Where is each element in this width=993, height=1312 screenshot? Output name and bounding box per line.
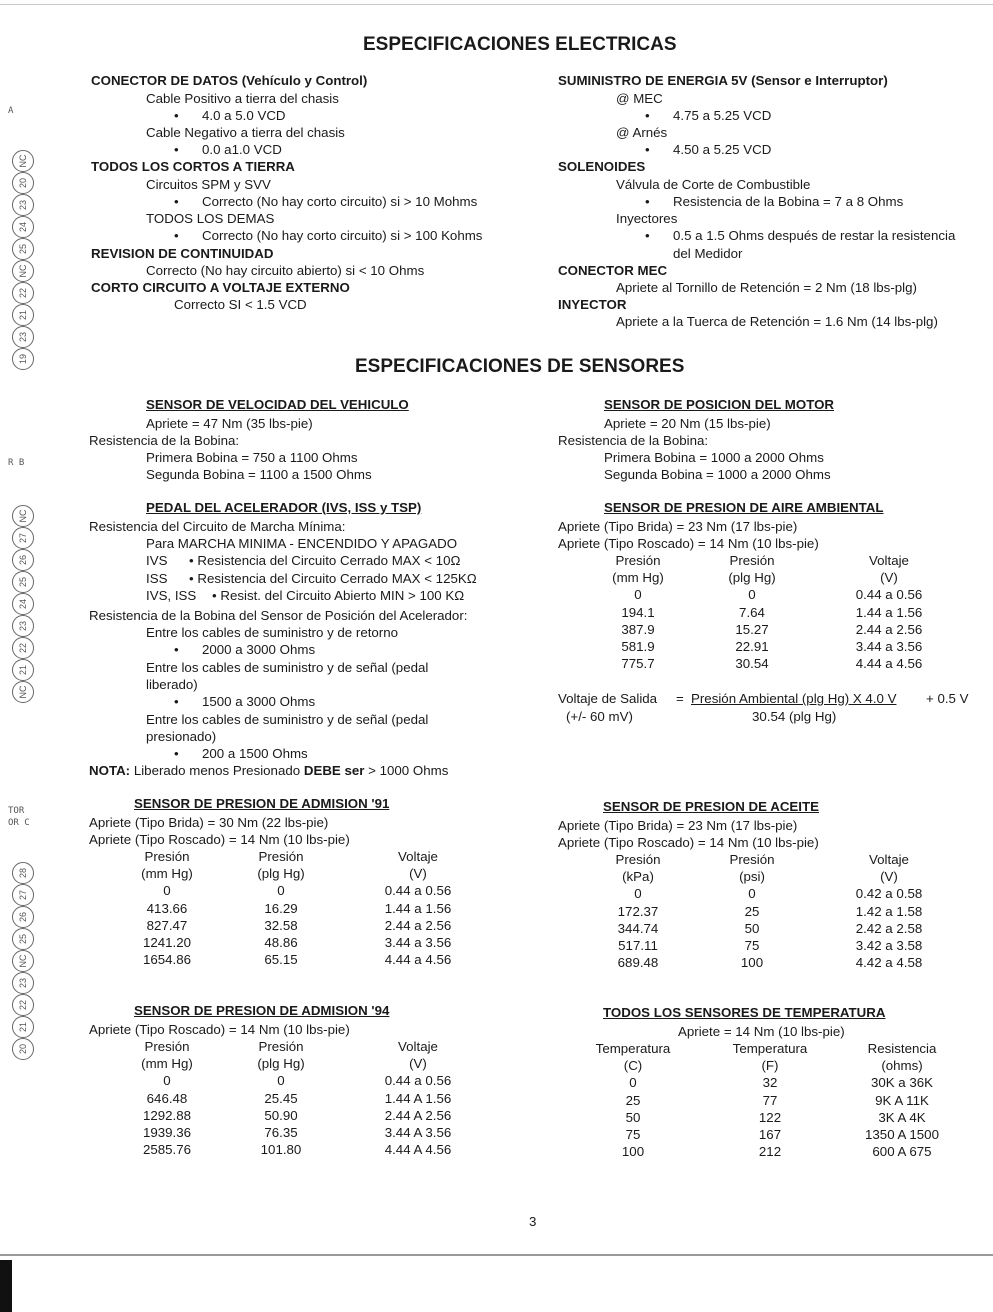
table-row	[558, 1092, 958, 1109]
table-row	[89, 1090, 489, 1107]
spec-value: Apriete a la Tuerca de Retención = 1.6 Nm (14 lbs-plg)	[616, 314, 938, 329]
note-label: NOTA:	[89, 763, 131, 778]
table-cell: 0.44 a 0.56	[384, 883, 452, 899]
connector-pin-label: NC	[12, 150, 34, 172]
spec-value: • 4.75 a 5.25 VCD	[645, 107, 771, 124]
table-cell: 9K A 11K	[875, 1092, 929, 1108]
table-row	[89, 900, 489, 917]
margin-fragment: A	[8, 106, 14, 116]
margin-fragment: TOR	[8, 806, 25, 816]
spec-value: Correcto SI < 1.5 VCD	[174, 297, 307, 312]
spec-label: Válvula de Corte de Combustible	[616, 177, 811, 192]
table-cell: 16.29	[264, 900, 298, 916]
table-cell: 3K A 4K	[878, 1109, 926, 1125]
sensor-title: SENSOR DE POSICION DEL MOTOR	[604, 397, 835, 412]
spec-label: Para MARCHA MINIMA - ENCENDIDO Y APAGADO	[146, 536, 458, 551]
table-row	[558, 655, 958, 672]
table-cell: Presión	[258, 1039, 304, 1054]
table-cell: Presión	[729, 852, 775, 867]
margin-fragment: R B	[8, 458, 25, 468]
table-cell: Temperatura	[595, 1041, 671, 1056]
spec-value: Segunda Bobina = 1100 a 1500 Ohms	[146, 467, 372, 482]
table-row	[558, 885, 958, 902]
spec-value: Apriete (Tipo Roscado) = 14 Nm (10 lbs-pie)	[558, 835, 819, 850]
section-title-sensores: ESPECIFICACIONES DE SENSORES	[355, 356, 685, 377]
formula-denominator: 30.54 (plg Hg)	[752, 709, 837, 724]
spec-label: Entre los cables de suministro y de retorno	[146, 625, 399, 640]
table-cell: 100	[621, 1144, 645, 1160]
connector-pin-label: 22	[12, 637, 34, 659]
heading-conector-datos: CONECTOR DE DATOS (Vehículo y Control)	[91, 73, 368, 88]
table-row	[89, 934, 489, 951]
spec-value: Apriete = 20 Nm (15 lbs-pie)	[604, 416, 771, 431]
table-cell: Voltaje	[398, 849, 438, 864]
table-cell: 0	[748, 886, 756, 902]
formula-tolerance: (+/- 60 mV)	[566, 709, 633, 724]
connector-pin-label: 28	[12, 862, 34, 884]
spec-value: • 0.0 a1.0 VCD	[174, 141, 282, 158]
heading-cortos-tierra: TODOS LOS CORTOS A TIERRA	[91, 159, 295, 174]
spec-value: • 0.5 a 1.5 Ohms después de restar la resistencia	[645, 227, 955, 244]
table-cell: 1241.20	[142, 934, 192, 950]
table-cell: 0	[748, 587, 756, 603]
table-cell: 7.64	[739, 604, 765, 620]
table-row	[558, 1143, 958, 1160]
table-cell: 0	[629, 1075, 637, 1091]
table-cell: (V)	[409, 866, 427, 882]
table-cell: 167	[758, 1126, 782, 1142]
spec-label: @ Arnés	[616, 125, 668, 140]
table-row	[558, 638, 958, 655]
table-header-row	[558, 1057, 958, 1074]
table-cell: 581.9	[621, 638, 655, 654]
spec-label-cont: liberado)	[146, 677, 198, 692]
table-cell: 1.42 a 1.58	[855, 903, 923, 919]
table-cell: 0.44 a 0.56	[855, 587, 923, 603]
table-row	[89, 1141, 489, 1158]
table-cell: Presión	[258, 849, 304, 864]
connector-pin-label: 21	[12, 304, 34, 326]
spec-table	[89, 848, 489, 968]
table-cell: 387.9	[621, 621, 655, 637]
table-header-row	[89, 1038, 489, 1055]
spec-value: • Resist. del Circuito Abierto MIN > 100 KΩ	[212, 588, 465, 603]
connector-pin-label: 25	[12, 571, 34, 593]
table-cell: 212	[758, 1144, 782, 1160]
connector-pin-label: 22	[12, 282, 34, 304]
table-cell: 0.42 a 0.58	[855, 886, 923, 902]
table-header-row	[558, 868, 958, 885]
connector-pin-label: 27	[12, 884, 34, 906]
table-cell: 3.44 a 3.56	[384, 934, 452, 950]
connector-pin-label: 23	[12, 326, 34, 348]
spec-label: Inyectores	[616, 211, 678, 226]
table-cell: (V)	[409, 1056, 427, 1072]
sensor-title: SENSOR DE PRESION DE ADMISION '91	[134, 796, 390, 811]
sensor-title: SENSOR DE PRESION DE ADMISION '94	[134, 1003, 390, 1018]
spec-label: Resistencia del Circuito de Marcha Mínima:	[89, 519, 346, 534]
table-cell: 3.42 a 3.58	[855, 937, 923, 953]
sensor-title: SENSOR DE PRESION DE ACEITE	[603, 799, 819, 814]
table-row	[89, 1072, 489, 1089]
table-cell: 4.42 a 4.58	[855, 955, 923, 971]
table-row	[558, 621, 958, 638]
connector-pin-label: NC	[12, 950, 34, 972]
table-cell: 0	[163, 883, 171, 899]
spec-label: Resistencia de la Bobina del Sensor de Posición del Acelerador:	[89, 608, 468, 623]
table-row	[89, 882, 489, 899]
table-cell: 30K a 36K	[870, 1075, 934, 1091]
table-row	[558, 604, 958, 621]
table-cell: 50	[744, 920, 760, 936]
table-cell: 517.11	[618, 937, 658, 953]
table-cell: (mm Hg)	[141, 1056, 193, 1072]
spec-label: Resistencia de la Bobina:	[89, 433, 240, 448]
table-cell: (psi)	[739, 869, 765, 885]
spec-label-cont: presionado)	[146, 729, 217, 744]
table-cell: (mm Hg)	[612, 570, 664, 586]
table-cell: 344.74	[617, 920, 659, 936]
spec-table	[558, 552, 958, 672]
table-cell: 2.42 a 2.58	[855, 920, 923, 936]
spec-label: Resistencia de la Bobina:	[558, 433, 709, 448]
spec-table	[89, 1038, 489, 1158]
table-cell: Voltaje	[869, 553, 909, 568]
table-cell: 3.44 A 3.56	[384, 1124, 452, 1140]
connector-pin-label: 25	[12, 928, 34, 950]
table-cell: (mm Hg)	[141, 866, 193, 882]
table-cell: 3.44 a 3.56	[855, 638, 923, 654]
table-cell: 0	[277, 883, 285, 899]
table-cell: 75	[744, 937, 760, 953]
spec-value: Apriete (Tipo Brida) = 30 Nm (22 lbs-pie)	[89, 815, 329, 830]
table-cell: 0	[634, 587, 642, 603]
table-cell: 75	[625, 1126, 641, 1142]
spec-value: • 4.50 a 5.25 VCD	[645, 141, 771, 158]
table-cell: (plg Hg)	[728, 570, 776, 586]
spec-value: Apriete = 14 Nm (10 lbs-pie)	[678, 1024, 845, 1039]
table-cell: 0	[634, 886, 642, 902]
spec-value: Apriete = 47 Nm (35 lbs-pie)	[146, 416, 313, 431]
table-cell: 122	[758, 1109, 782, 1125]
spec-value: Primera Bobina = 1000 a 2000 Ohms	[604, 450, 824, 465]
table-header-row	[558, 851, 958, 868]
table-cell: 100	[740, 955, 764, 971]
spec-value: Apriete (Tipo Brida) = 23 Nm (17 lbs-pie)	[558, 818, 798, 833]
table-cell: 2.44 A 2.56	[384, 1107, 452, 1123]
connector-pin-label: 22	[12, 994, 34, 1016]
table-cell: 77	[762, 1092, 778, 1108]
heading-solenoides: SOLENOIDES	[558, 159, 646, 174]
spec-key: IVS	[146, 553, 168, 568]
heading-suministro: SUMINISTRO DE ENERGIA 5V (Sensor e Interruptor)	[558, 73, 888, 88]
spec-value: Primera Bobina = 750 a 1100 Ohms	[146, 450, 358, 465]
formula-numerator: Presión Ambiental (plg Hg) X 4.0 V	[691, 691, 897, 706]
table-cell: 50.90	[264, 1107, 298, 1123]
table-cell: 48.86	[264, 934, 298, 950]
table-cell: Presión	[615, 553, 661, 568]
table-header-row	[89, 848, 489, 865]
connector-pin-label: 26	[12, 549, 34, 571]
connector-pin-label: 19	[12, 348, 34, 370]
spec-value: • Correcto (No hay corto circuito) si > 10 Mohms	[174, 193, 477, 210]
table-cell: Presión	[615, 852, 661, 867]
connector-pin-label: NC	[12, 260, 34, 282]
spec-value: • 4.0 a 5.0 VCD	[174, 107, 286, 124]
scan-edge-bottom	[0, 1254, 993, 1256]
connector-pin-label: 23	[12, 194, 34, 216]
spec-value: • Resistencia de la Bobina = 7 a 8 Ohms	[645, 193, 903, 210]
table-row	[89, 1107, 489, 1124]
connector-pin-label: 24	[12, 593, 34, 615]
connector-pin-label: 23	[12, 615, 34, 637]
table-cell: Presión	[729, 553, 775, 568]
spec-label: Circuitos SPM y SVV	[146, 177, 271, 192]
spec-label: @ MEC	[616, 91, 663, 106]
table-cell: 0	[277, 1073, 285, 1089]
margin-fragment: OR C	[8, 818, 30, 828]
spec-table	[558, 851, 958, 971]
table-cell: 1.44 a 1.56	[855, 604, 923, 620]
section-title-electricas: ESPECIFICACIONES ELECTRICAS	[363, 34, 677, 55]
table-cell: 2.44 a 2.56	[384, 917, 452, 933]
table-cell: (C)	[623, 1058, 643, 1074]
connector-pin-label: 21	[12, 1016, 34, 1038]
spec-label: Entre los cables de suministro y de señal (pedal	[146, 660, 429, 675]
table-cell: 4.44 a 4.56	[855, 656, 923, 672]
table-row	[89, 951, 489, 968]
table-cell: 2585.76	[142, 1142, 192, 1158]
spec-value: Apriete al Tornillo de Retención = 2 Nm (18 lbs-plg)	[616, 280, 917, 295]
connector-pin-label: NC	[12, 505, 34, 527]
table-cell: 194.1	[621, 604, 655, 620]
table-cell: 827.47	[146, 917, 188, 933]
table-cell: 0	[163, 1073, 171, 1089]
table-header-row	[558, 569, 958, 586]
sensor-title: SENSOR DE VELOCIDAD DEL VEHICULO	[146, 397, 409, 412]
table-cell: (V)	[880, 869, 898, 885]
table-cell: 101.80	[260, 1142, 302, 1158]
table-header-row	[558, 1040, 958, 1057]
table-cell: 25	[625, 1092, 641, 1108]
spec-value: • 2000 a 3000 Ohms	[174, 641, 315, 658]
table-row	[558, 1126, 958, 1143]
table-cell: 1.44 A 1.56	[384, 1090, 452, 1106]
spec-value: Segunda Bobina = 1000 a 2000 Ohms	[604, 467, 831, 482]
table-cell: Voltaje	[869, 852, 909, 867]
table-cell: 2.44 a 2.56	[855, 621, 923, 637]
table-cell: (F)	[761, 1058, 779, 1074]
table-cell: 22.91	[735, 638, 769, 654]
connector-pin-label: 25	[12, 238, 34, 260]
table-header-row	[89, 865, 489, 882]
table-cell: 600 A 675	[872, 1144, 932, 1160]
heading-conector-mec: CONECTOR MEC	[558, 263, 668, 278]
table-cell: 76.35	[264, 1124, 298, 1140]
table-cell: 50	[625, 1109, 641, 1125]
table-cell: 4.44 A 4.56	[384, 1142, 452, 1158]
table-cell: 65.15	[264, 952, 298, 968]
table-row	[558, 937, 958, 954]
sensor-title: PEDAL DEL ACELERADOR (IVS, ISS y TSP)	[146, 500, 422, 515]
spec-value: • 200 a 1500 Ohms	[174, 745, 308, 762]
table-row	[558, 954, 958, 971]
table-cell: Temperatura	[732, 1041, 808, 1056]
spec-table	[558, 1040, 958, 1160]
heading-inyector: INYECTOR	[558, 297, 627, 312]
table-cell: Presión	[144, 849, 190, 864]
table-cell: 1939.36	[142, 1124, 192, 1140]
connector-pin-label: NC	[12, 681, 34, 703]
table-cell: 25.45	[264, 1090, 298, 1106]
table-cell: 30.54	[735, 656, 769, 672]
note-emphasis: DEBE ser	[303, 763, 365, 778]
spec-value: Apriete (Tipo Roscado) = 14 Nm (10 lbs-pie)	[89, 832, 350, 847]
formula-label: Voltaje de Salida	[558, 691, 658, 706]
table-cell: 15.27	[735, 621, 769, 637]
table-cell: 1654.86	[142, 952, 192, 968]
spec-value-cont: del Medidor	[673, 246, 743, 261]
connector-pin-label: 24	[12, 216, 34, 238]
scan-edge-top	[0, 4, 993, 5]
spec-value: • Resistencia del Circuito Cerrado MAX < 125KΩ	[189, 571, 477, 586]
table-cell: 775.7	[621, 656, 655, 672]
spec-label: Cable Positivo a tierra del chasis	[146, 91, 339, 106]
table-cell: 0.44 a 0.56	[384, 1073, 452, 1089]
spec-key: ISS	[146, 571, 168, 586]
spec-value: Apriete (Tipo Brida) = 23 Nm (17 lbs-pie)	[558, 519, 798, 534]
connector-pin-label: 20	[12, 172, 34, 194]
table-cell: 1350 A 1500	[865, 1126, 939, 1142]
formula-offset: + 0.5 V	[926, 691, 969, 706]
table-cell: Resistencia	[867, 1041, 937, 1056]
table-cell: 32	[762, 1075, 778, 1091]
heading-continuidad: REVISION DE CONTINUIDAD	[91, 246, 274, 261]
table-cell: 413.66	[146, 900, 188, 916]
table-row	[89, 1124, 489, 1141]
table-row	[558, 903, 958, 920]
connector-pin-label: 26	[12, 906, 34, 928]
page-number: 3	[529, 1214, 537, 1229]
formula-equals: =	[676, 691, 684, 706]
table-cell: (V)	[880, 570, 898, 586]
table-cell: 32.58	[264, 917, 298, 933]
spec-label: TODOS LOS DEMAS	[146, 211, 275, 226]
spec-value: • Resistencia del Circuito Cerrado MAX < 10Ω	[189, 553, 461, 568]
heading-corto-voltaje: CORTO CIRCUITO A VOLTAJE EXTERNO	[91, 280, 350, 295]
table-cell: Presión	[144, 1039, 190, 1054]
spec-value: • 1500 a 3000 Ohms	[174, 693, 315, 710]
pedal-note	[89, 762, 448, 779]
note-text: > 1000 Ohms	[364, 763, 449, 778]
table-cell: 689.48	[617, 955, 659, 971]
table-header-row	[89, 1055, 489, 1072]
table-cell: 4.44 a 4.56	[384, 952, 452, 968]
spec-key: IVS, ISS	[146, 588, 197, 603]
table-cell: (plg Hg)	[257, 866, 305, 882]
table-cell: 172.37	[617, 903, 659, 919]
connector-pin-label: 21	[12, 659, 34, 681]
table-cell: 1292.88	[142, 1107, 192, 1123]
table-row	[558, 920, 958, 937]
table-row	[558, 586, 958, 603]
table-cell: 25	[744, 903, 760, 919]
sensor-title: TODOS LOS SENSORES DE TEMPERATURA	[603, 1005, 886, 1020]
table-cell: Voltaje	[398, 1039, 438, 1054]
table-cell: 646.48	[146, 1090, 188, 1106]
connector-pin-label: 27	[12, 527, 34, 549]
table-cell: (plg Hg)	[257, 1056, 305, 1072]
table-row	[558, 1109, 958, 1126]
spec-value: Apriete (Tipo Roscado) = 14 Nm (10 lbs-pie)	[89, 1022, 350, 1037]
spec-label: Cable Negativo a tierra del chasis	[146, 125, 345, 140]
spec-value: Correcto (No hay circuito abierto) si < 10 Ohms	[146, 263, 425, 278]
table-row	[558, 1074, 958, 1091]
table-cell: (kPa)	[622, 869, 654, 885]
spec-value: Apriete (Tipo Roscado) = 14 Nm (10 lbs-pie)	[558, 536, 819, 551]
binding-margin	[0, 0, 40, 1312]
sensor-title: SENSOR DE PRESION DE AIRE AMBIENTAL	[604, 500, 884, 515]
spec-label: Entre los cables de suministro y de señal (pedal	[146, 712, 429, 727]
table-cell: (ohms)	[881, 1058, 923, 1074]
table-row	[89, 917, 489, 934]
note-text: Liberado menos Presionado	[130, 763, 304, 778]
table-header-row	[558, 552, 958, 569]
spec-value: • Correcto (No hay corto circuito) si > 100 Kohms	[174, 227, 482, 244]
connector-pin-label: 23	[12, 972, 34, 994]
connector-pin-label: 20	[12, 1038, 34, 1060]
table-cell: 1.44 a 1.56	[384, 900, 452, 916]
